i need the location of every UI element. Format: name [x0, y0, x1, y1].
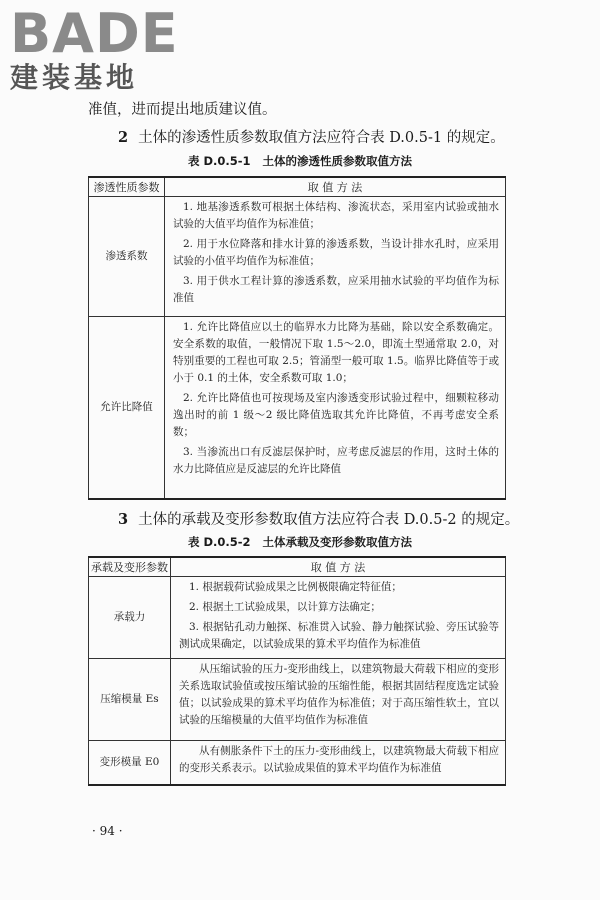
table1-header-param: 渗透性质参数: [89, 177, 165, 197]
page-number: · 94 ·: [92, 824, 123, 838]
table-row: [89, 197, 506, 317]
table1-row2-param: 允许比降值: [89, 317, 165, 499]
table1-caption-title: 土体的渗透性质参数取值方法: [262, 154, 413, 168]
logo: [10, 2, 180, 96]
list-item: 3. 用于供水工程计算的渗透系数，应采用抽水试验的平均值作为标准值: [173, 275, 499, 304]
clause-3-number: 3: [118, 511, 129, 528]
table-row: [89, 577, 506, 659]
table1-caption-id: 表 D.0.5-1: [187, 154, 251, 168]
table2-row1-method: [171, 577, 506, 659]
table-row: [89, 741, 506, 785]
clause-2: [118, 128, 505, 148]
table1-row1-method: [165, 197, 506, 317]
table1-caption: [0, 153, 600, 169]
clause-2-number: 2: [118, 129, 129, 146]
table2-caption-id: 表 D.0.5-2: [187, 535, 251, 549]
table2-row2-method: [171, 659, 506, 741]
list-item: 1. 地基渗透系数可根据土体结构、渗流状态，采用室内试验或抽水试验的大值平均值作为标准值；: [173, 201, 499, 230]
table-bearing-deformation: [88, 556, 506, 786]
logo-chinese-name: 建装基地: [10, 61, 139, 94]
list-item: 从有侧胀条件下土的压力-变形曲线上，以建筑物最大荷载下相应的变形关系表示。以试验成果值的算术平均值作为标准值: [179, 745, 499, 774]
intro-text: 准值，进而提出地质建议值。: [88, 102, 277, 118]
table2-row1-param: 承载力: [89, 577, 171, 659]
clause-2-text: 土体的渗透性质参数取值方法应符合表 D.0.5-1 的规定。: [138, 130, 505, 146]
list-item: 2. 用于水位降落和排水计算的渗透系数，当设计排水孔时，应采用试验的小值平均值作为标准值；: [173, 238, 499, 267]
list-item: 从压缩试验的压力-变形曲线上，以建筑物最大荷载下相应的变形关系选取试验值或按压缩试验的压缩性能，根据其固结程度选定试验值；以试验成果的算术平均值作为标准值；对于高压缩性软土，宜以试验的压缩模量的大值平均值作为标准值: [179, 663, 499, 726]
logo-wordmark: BADE: [10, 2, 179, 65]
table-row: [89, 317, 506, 499]
clause-3: [118, 510, 519, 530]
table-row: [89, 659, 506, 741]
table2-row3-method: [171, 741, 506, 785]
table1-row1-param: 渗透系数: [89, 197, 165, 317]
table2-header-method: 取 值 方 法: [171, 557, 506, 577]
table1-header-method: 取 值 方 法: [165, 177, 506, 197]
table-permeability: [88, 176, 506, 500]
list-item: 1. 根据载荷试验成果之比例极限确定特征值；: [189, 581, 402, 593]
list-item: 3. 根据钻孔动力触探、标准贯入试验、静力触探试验、旁压试验等测试成果确定，以试验成果的算术平均值作为标准值: [179, 621, 499, 650]
table1-row2-method: [165, 317, 506, 499]
list-item: 1. 允许比降值应以土的临界水力比降为基础，除以安全系数确定。安全系数的取值，一般情况下取 1.5～2.0，即流土型通常取 2.0，对特别重要的工程也可取 2.5；管涌型一般可取 1.5。临界比降值等于或小于 0.1 的土体，安全系数可取 1.0；: [173, 321, 499, 384]
clause-3-text: 土体的承载及变形参数取值方法应符合表 D.0.5-2 的规定。: [138, 512, 520, 528]
table2-caption: [0, 534, 600, 550]
table2-row2-param: 压缩模量 Es: [89, 659, 171, 741]
table2-header-param: 承载及变形参数: [89, 557, 171, 577]
list-item: 2. 允许比降值也可按现场及室内渗透变形试验过程中，细颗粒移动逸出时的前 1 级～2 级比降值选取其允许比降值，不再考虑安全系数；: [173, 392, 499, 438]
table2-caption-title: 土体承载及变形参数取值方法: [262, 535, 413, 549]
list-item: 2. 根据土工试验成果，以计算方法确定；: [189, 601, 381, 613]
list-item: 3. 当渗流出口有反滤层保护时，应考虑反滤层的作用，这时土体的水力比降值应是反滤层的允许比降值: [173, 446, 499, 475]
table2-row3-param: 变形模量 E0: [89, 741, 171, 785]
